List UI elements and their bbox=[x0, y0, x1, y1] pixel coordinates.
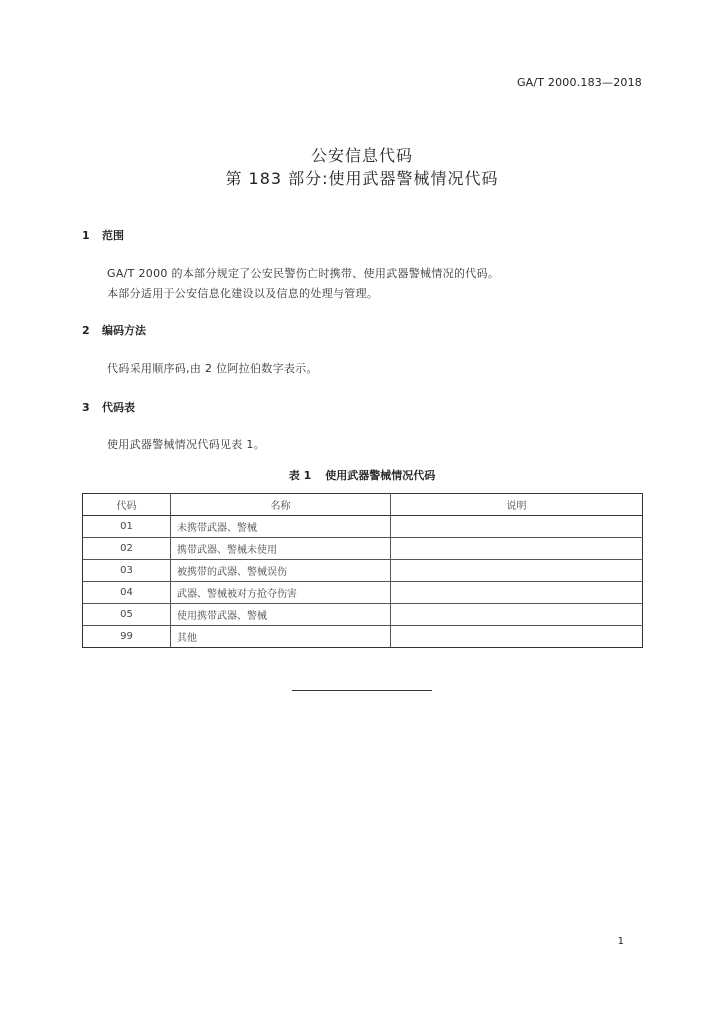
standard-code: GA/T 2000.183—2018 bbox=[516, 76, 642, 89]
section-1-title: 范围 bbox=[102, 229, 124, 242]
section-1-number: 1 bbox=[82, 229, 90, 242]
cell-name: 被携带的武器、警械误伤 bbox=[171, 560, 391, 582]
table-header-row bbox=[83, 494, 643, 516]
column-header-description: 说明 bbox=[391, 494, 643, 516]
section-2-paragraph-1: 代码采用顺序码,由 2 位阿拉伯数字表示。 bbox=[107, 362, 318, 375]
section-3-paragraph-1: 使用武器警械情况代码见表 1。 bbox=[107, 438, 265, 451]
section-2-heading bbox=[82, 322, 146, 338]
document-title: 公安信息代码 bbox=[310, 146, 413, 165]
cell-description bbox=[391, 516, 643, 538]
cell-code: 02 bbox=[83, 538, 171, 560]
cell-description bbox=[391, 582, 643, 604]
section-2-title: 编码方法 bbox=[102, 324, 146, 337]
table-row bbox=[83, 626, 643, 648]
cell-name: 携带武器、警械未使用 bbox=[171, 538, 391, 560]
cell-description bbox=[391, 626, 643, 648]
table-caption-title: 使用武器警械情况代码 bbox=[325, 469, 436, 482]
table-row bbox=[83, 516, 643, 538]
cell-code: 99 bbox=[83, 626, 171, 648]
table-row bbox=[83, 538, 643, 560]
cell-code: 01 bbox=[83, 516, 171, 538]
column-header-name: 名称 bbox=[171, 494, 391, 516]
cell-code: 03 bbox=[83, 560, 171, 582]
table-row bbox=[83, 560, 643, 582]
cell-code: 05 bbox=[83, 604, 171, 626]
cell-name: 使用携带武器、警械 bbox=[171, 604, 391, 626]
section-1-heading bbox=[82, 227, 124, 243]
cell-name: 未携带武器、警械 bbox=[171, 516, 391, 538]
cell-description bbox=[391, 560, 643, 582]
end-of-standard-rule bbox=[292, 690, 432, 691]
cell-name: 武器、警械被对方抢夺伤害 bbox=[171, 582, 391, 604]
table-caption-label: 表 1 bbox=[288, 469, 312, 482]
page-number: 1 bbox=[617, 936, 624, 947]
column-header-code: 代码 bbox=[83, 494, 171, 516]
cell-description bbox=[391, 604, 643, 626]
cell-code: 04 bbox=[83, 582, 171, 604]
table-row bbox=[83, 604, 643, 626]
code-table bbox=[82, 493, 643, 648]
cell-description bbox=[391, 538, 643, 560]
document-subtitle: 第 183 部分:使用武器警械情况代码 bbox=[225, 169, 499, 188]
section-2-number: 2 bbox=[82, 324, 90, 337]
table-row bbox=[83, 582, 643, 604]
section-3-heading bbox=[82, 399, 135, 415]
section-3-number: 3 bbox=[82, 401, 90, 414]
cell-name: 其他 bbox=[171, 626, 391, 648]
section-1-paragraph-1: GA/T 2000 的本部分规定了公安民警伤亡时携带、使用武器警械情况的代码。 bbox=[107, 267, 500, 280]
table-caption bbox=[0, 467, 724, 483]
section-1-paragraph-2: 本部分适用于公安信息化建设以及信息的处理与管理。 bbox=[107, 287, 379, 300]
section-3-title: 代码表 bbox=[102, 401, 135, 414]
